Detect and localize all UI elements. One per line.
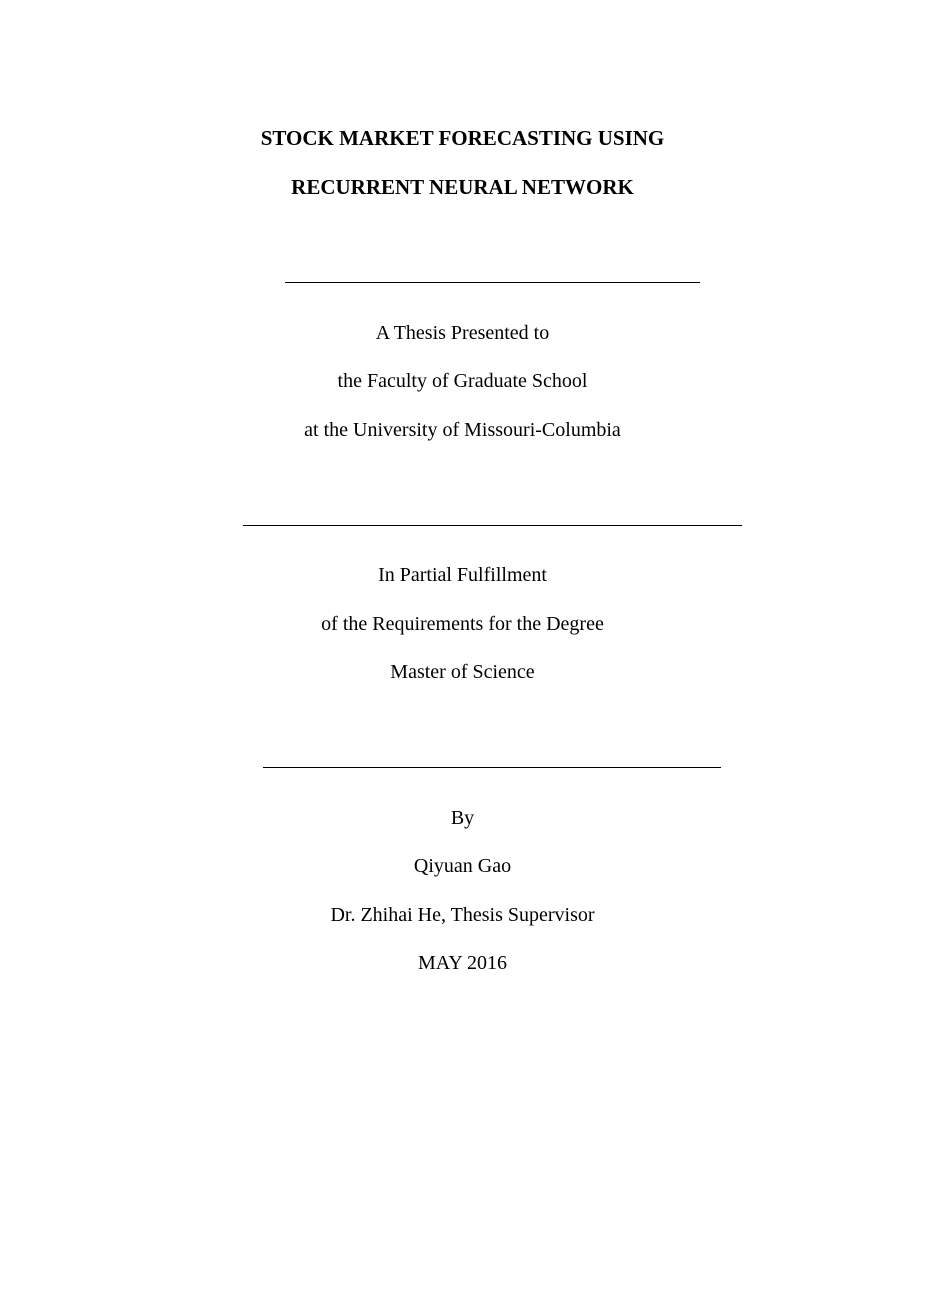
divider-rule-3 <box>263 767 721 768</box>
thesis-title-line-1: STOCK MARKET FORECASTING USING <box>260 126 665 150</box>
submission-date: MAY 2016 <box>417 952 508 974</box>
presentation-line-2: the Faculty of Graduate School <box>337 370 588 392</box>
fulfillment-line-2: of the Requirements for the Degree <box>321 613 604 635</box>
by-label: By <box>450 807 475 829</box>
thesis-title-line-2: RECURRENT NEURAL NETWORK <box>291 175 634 199</box>
presentation-line-1: A Thesis Presented to <box>375 322 550 344</box>
fulfillment-line-1: In Partial Fulfillment <box>378 564 547 586</box>
thesis-supervisor: Dr. Zhihai He, Thesis Supervisor <box>330 904 595 926</box>
presentation-line-3: at the University of Missouri-Columbia <box>304 419 621 441</box>
degree-name: Master of Science <box>390 661 535 683</box>
divider-rule-1 <box>285 282 700 283</box>
author-name: Qiyuan Gao <box>413 855 512 877</box>
divider-rule-2 <box>243 525 742 526</box>
